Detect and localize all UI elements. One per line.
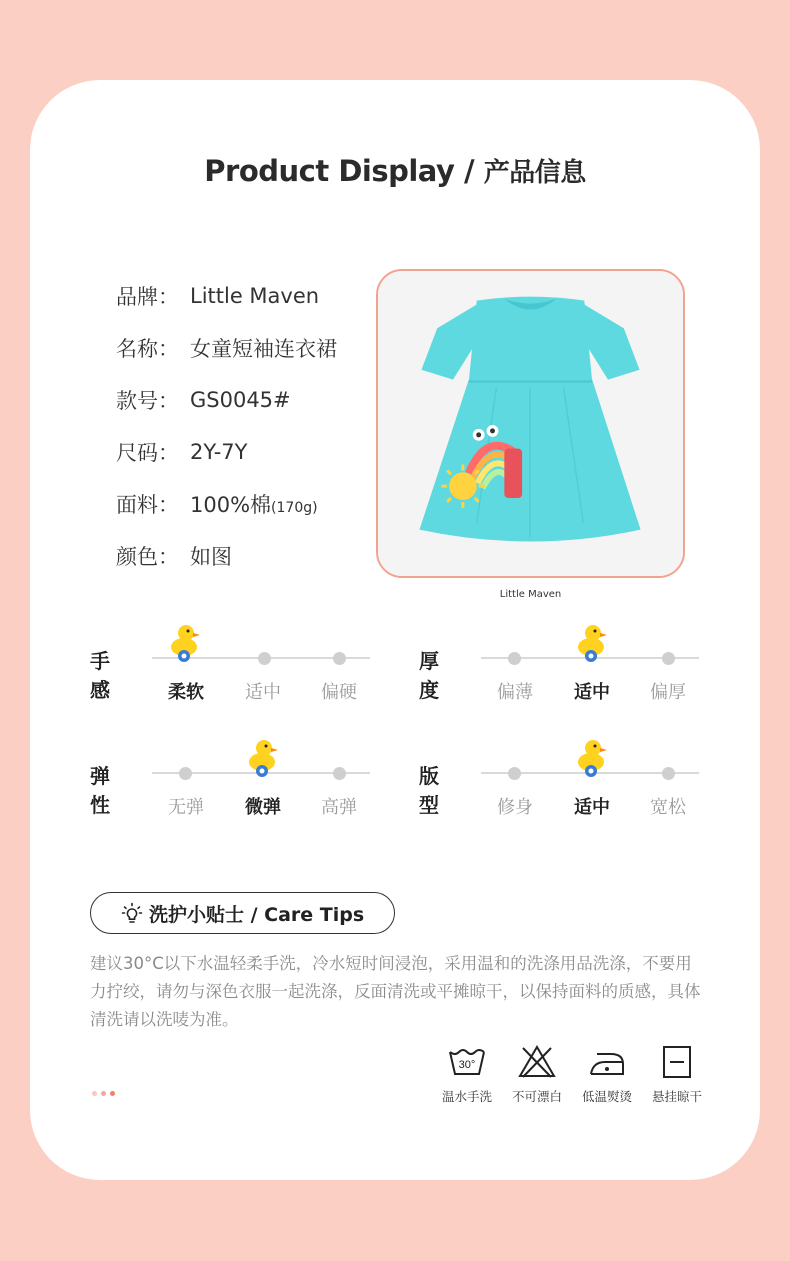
scale-dot — [333, 652, 346, 665]
scale-option: 宽松 — [650, 797, 686, 818]
scale-option: 高弹 — [321, 797, 357, 818]
scale-option: 偏薄 — [497, 682, 533, 703]
info-row-color — [116, 530, 337, 582]
scale-option: 适中 — [245, 682, 281, 703]
svg-text:30°: 30° — [458, 1059, 476, 1071]
care-icons-row — [432, 1044, 712, 1105]
scale-option: 适中 — [574, 797, 610, 818]
scale-dot — [258, 652, 271, 665]
hang-dry-icon — [657, 1044, 697, 1080]
care-item-no-bleach — [502, 1044, 572, 1105]
info-key: 尺码： — [116, 441, 179, 465]
info-value: 女童短袖连衣裙 — [190, 337, 337, 361]
info-value: 2Y-7Y — [190, 440, 248, 464]
scale-dot — [333, 767, 346, 780]
scale-option: 柔软 — [168, 682, 204, 703]
info-value: GS0045# — [190, 388, 291, 412]
title-sep: / — [454, 154, 484, 188]
duck-marker-icon — [575, 738, 609, 778]
scale-label: 手感 — [90, 649, 110, 702]
info-key: 面料： — [116, 493, 179, 517]
scale-label: 弹性 — [90, 764, 110, 817]
care-description: 建议30°C以下水温轻柔手洗，冷水短时间浸泡，采用温和的洗涤用品洗涤，不要用力拧绞，请勿与深色衣服一起洗涤，反面清洗或平摊晾干，以保持面料的质感，具体清洗请以洗唛为准。 — [90, 954, 701, 1029]
info-value: 如图 — [190, 545, 232, 569]
info-row-brand — [116, 270, 337, 322]
info-key: 颜色： — [116, 545, 179, 569]
care-item-label: 不可漂白 — [511, 1089, 562, 1104]
page-title — [0, 152, 790, 189]
hand-wash-30-icon — [447, 1044, 487, 1080]
info-key: 款号： — [116, 389, 179, 413]
duck-marker-icon — [168, 623, 202, 663]
lightbulb-icon — [121, 902, 143, 924]
low-iron-icon — [587, 1044, 627, 1080]
scale-dot — [179, 767, 192, 780]
care-tips-title: 洗护小贴士 / Care Tips — [149, 903, 365, 926]
care-item-label: 温水手洗 — [441, 1089, 492, 1104]
info-row-name — [116, 322, 337, 374]
care-item-low-iron — [572, 1044, 642, 1105]
info-row-fabric — [116, 478, 337, 530]
scale-option: 偏厚 — [650, 682, 686, 703]
product-photo — [376, 269, 685, 578]
scale-dot — [508, 652, 521, 665]
product-info-list — [116, 270, 337, 582]
care-tips-pill — [90, 892, 395, 934]
care-item-label: 低温熨烫 — [581, 1089, 632, 1104]
scale-option: 微弹 — [245, 797, 281, 818]
info-key: 品牌： — [116, 285, 179, 309]
scale-dot — [508, 767, 521, 780]
care-item-label: 悬挂晾干 — [651, 1089, 702, 1104]
scale-option: 无弹 — [168, 797, 204, 818]
scale-label: 版型 — [419, 764, 439, 817]
scale-dot — [662, 767, 675, 780]
photo-caption: Little Maven — [499, 589, 562, 600]
dot — [92, 1091, 97, 1096]
scale-label: 厚度 — [419, 649, 439, 702]
scale-option: 修身 — [497, 797, 533, 818]
scale-dot — [662, 652, 675, 665]
care-item-hang-dry — [642, 1044, 712, 1105]
no-bleach-icon — [517, 1044, 557, 1080]
duck-marker-icon — [575, 623, 609, 663]
info-row-size — [116, 426, 337, 478]
pagination-dots — [92, 1091, 115, 1096]
duck-marker-icon — [246, 738, 280, 778]
info-value: Little Maven — [190, 284, 320, 308]
dot — [110, 1091, 115, 1096]
scale-option: 偏硬 — [321, 682, 357, 703]
title-en: Product Display — [204, 154, 455, 188]
info-row-style-no — [116, 374, 337, 426]
scale-option: 适中 — [574, 682, 610, 703]
dress-illustration — [378, 271, 683, 576]
dot — [101, 1091, 106, 1096]
info-value: 100%棉(170g) — [190, 493, 318, 517]
info-key: 名称： — [116, 337, 179, 361]
title-zh: 产品信息 — [483, 158, 586, 188]
care-item-hand-wash — [432, 1044, 502, 1105]
